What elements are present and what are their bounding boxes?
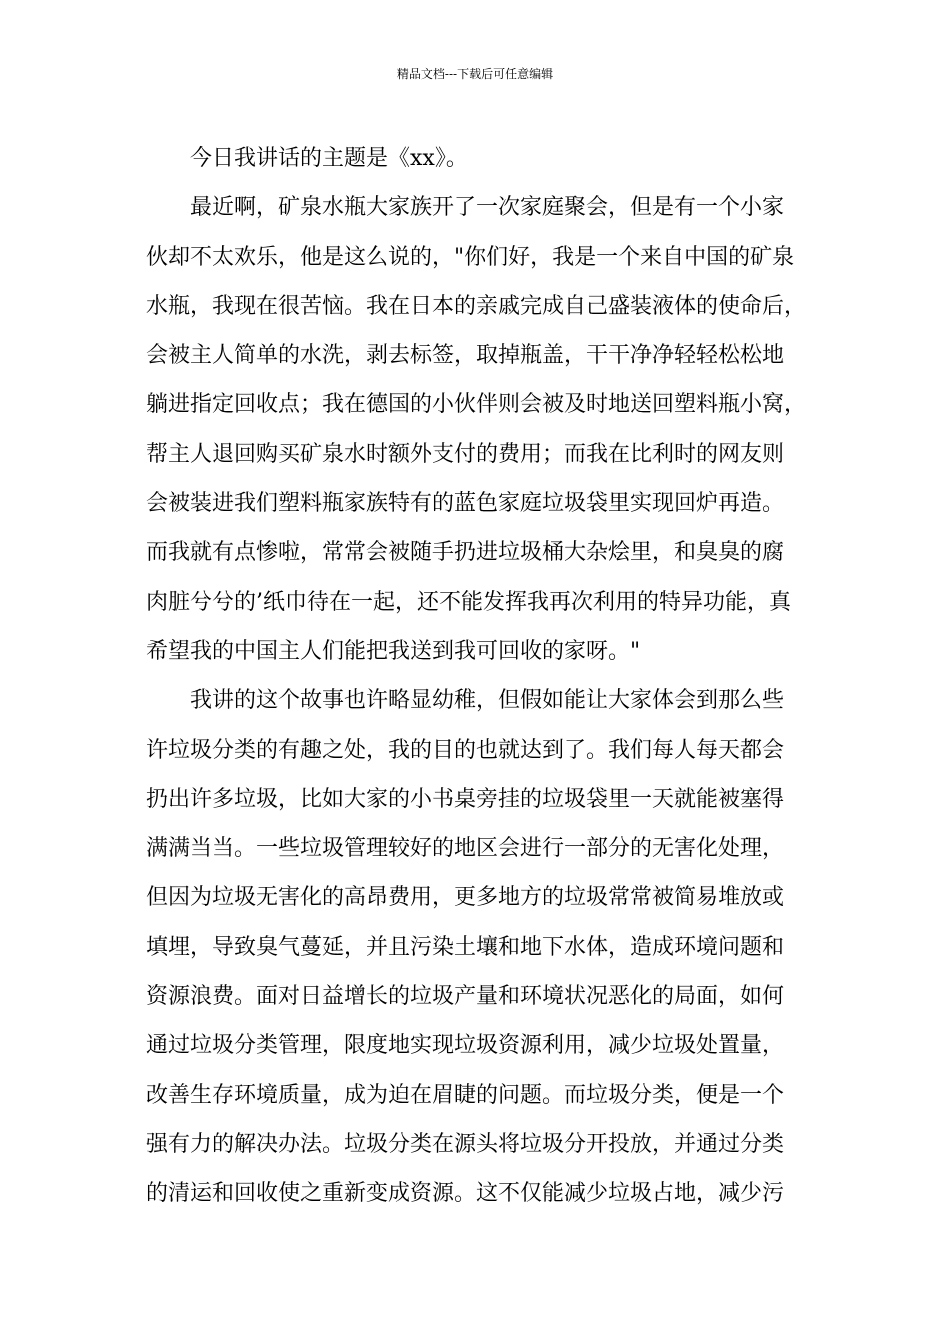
page-header: 精品文档---下载后可任意编辑 <box>396 67 554 81</box>
text-line: 满满当当。一些垃圾管理较好的地区会进行一部分的无害化处理， <box>146 836 785 862</box>
text-line: 水瓶，我现在很苦恼。我在日本的亲戚完成自己盛装液体的使命后， <box>146 293 807 319</box>
text-line: 帮主人退回购买矿泉水时额外支付的费用；而我在比利时的网友则 <box>146 441 785 467</box>
text-line: 会被主人简单的水洗，剥去标签，取掉瓶盖，干干净净轻轻松松地 <box>146 343 785 369</box>
text-line: 填埋，导致臭气蔓延，并且污染土壤和地下水体，造成环境问题和 <box>146 934 785 960</box>
text-line: 躺进指定回收点；我在德国的小伙伴则会被及时地送回塑料瓶小窝， <box>146 392 807 418</box>
text-line: 希望我的中国主人们能把我送到我可回收的家呀。" <box>146 638 641 664</box>
text-line: 强有力的解决办法。垃圾分类在源头将垃圾分开投放，并通过分类 <box>146 1131 785 1157</box>
text-line: 伙却不太欢乐，他是这么说的，"你们好，我是一个来自中国的矿泉 <box>146 244 795 270</box>
text-line: 我讲的这个故事也许略显幼稚，但假如能让大家体会到那么些 <box>190 688 785 714</box>
text-line: 今日我讲话的主题是《xx》。 <box>190 146 468 171</box>
text-line: 肉脏兮兮的’纸巾待在一起，还不能发挥我再次利用的特异功能，真 <box>146 589 791 615</box>
text-line: 改善生存环境质量，成为迫在眉睫的问题。而垃圾分类，便是一个 <box>146 1082 785 1108</box>
paragraph-bottle-story <box>146 183 812 676</box>
text-line: 最近啊，矿泉水瓶大家族开了一次家庭聚会，但是有一个小家 <box>190 195 785 221</box>
paragraph-garbage-sorting <box>146 676 812 1218</box>
text-line: 而我就有点惨啦，常常会被随手扔进垃圾桶大杂烩里，和臭臭的腐 <box>146 540 785 566</box>
text-line: 扔出许多垃圾，比如大家的小书桌旁挂的垃圾袋里一天就能被塞得 <box>146 786 785 812</box>
text-line: 会被装进我们塑料瓶家族特有的蓝色家庭垃圾袋里实现回炉再造。 <box>146 491 785 517</box>
text-line: 的清运和回收使之重新变成资源。这不仅能减少垃圾占地，减少污 <box>146 1181 785 1207</box>
text-line: 但因为垃圾无害化的高昂费用，更多地方的垃圾常常被简易堆放或 <box>146 885 785 911</box>
text-line: 许垃圾分类的有趣之处，我的目的也就达到了。我们每人每天都会 <box>146 737 785 763</box>
paragraph-topic <box>146 134 812 183</box>
document-body <box>146 134 812 1219</box>
text-line: 资源浪费。面对日益增长的垃圾产量和环境状况恶化的局面，如何 <box>146 984 785 1010</box>
text-line: 通过垃圾分类管理，限度地实现垃圾资源利用，减少垃圾处置量， <box>146 1033 785 1059</box>
